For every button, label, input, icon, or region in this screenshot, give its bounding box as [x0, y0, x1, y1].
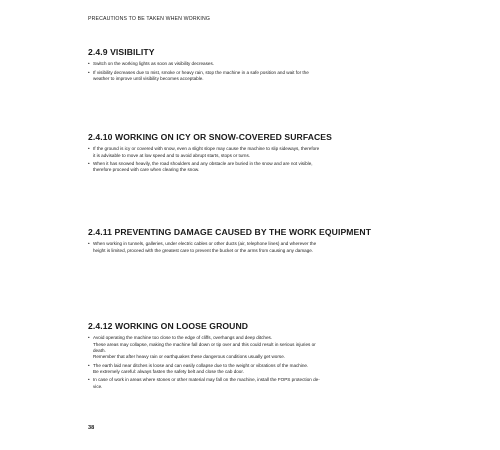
bullet-icon: •	[88, 362, 90, 368]
bullet-list	[88, 335, 416, 389]
list-item	[88, 241, 416, 254]
text-line: it is advisable to move at low speed and to avoid abrupt starts, stops or turns.	[93, 152, 251, 158]
section-heading: 2.4.9 VISIBILITY	[88, 47, 155, 57]
text-line: weather to improve until visibility becomes acceptable.	[93, 76, 204, 82]
section-icy-snow-surfaces	[88, 133, 416, 176]
bullet-icon: •	[88, 241, 90, 247]
section-preventing-damage	[88, 228, 416, 256]
bullet-icon: •	[88, 335, 90, 341]
text-line: Switch on the working lights as soon as visibility decreases.	[93, 61, 215, 67]
text-line: Remember that after heavy rain or earthquakes these dangerous conditions usually get worse.	[93, 354, 286, 360]
text-line: In case of work in areas where stones or other material may fall on the machine, install the FOPS protection de-	[93, 377, 320, 383]
bullet-icon: •	[88, 146, 90, 152]
text-line: When working in tunnels, galleries, under electric cables or other ducts (air, telephone lines) and wherever the	[93, 241, 317, 247]
running-head: PRECAUTIONS TO BE TAKEN WHEN WORKING	[88, 16, 211, 22]
text-line: therefore proceed with care when clearing the snow.	[93, 167, 200, 173]
list-item	[88, 377, 416, 390]
text-line: These areas may collapse, making the machine fall down or tip over and this could result in serious injuries or	[93, 341, 316, 347]
list-item	[88, 335, 416, 360]
bullet-list	[88, 61, 416, 82]
text-line: Be extremely careful: always fasten the safety belt and close the cab door.	[93, 368, 244, 374]
bullet-icon: •	[88, 161, 90, 167]
list-item	[88, 363, 416, 376]
text-line: Avoid operating the machine too close to the edge of cliffs, overhangs and deep ditches.	[93, 335, 273, 341]
bullet-icon: •	[88, 61, 90, 67]
section-heading: 2.4.11 PREVENTING DAMAGE CAUSED BY THE WORK EQUIPMENT	[88, 227, 372, 237]
text-line: When it has snowed heavily, the road shoulders and any obstacle are buried in the snow and are not visible,	[93, 161, 313, 167]
list-item	[88, 61, 416, 67]
text-line: The earth laid near ditches is loose and can easily collapse due to the weight or vibrations of the machine.	[93, 362, 309, 368]
section-visibility	[88, 48, 416, 84]
text-line: height is limited, proceed with the greatest care to prevent the bucket or the arms from causing any damage.	[93, 247, 314, 253]
bullet-list	[88, 241, 416, 254]
bullet-icon: •	[88, 377, 90, 383]
bullet-list	[88, 146, 416, 173]
bullet-icon: •	[88, 69, 90, 75]
section-heading: 2.4.12 WORKING ON LOOSE GROUND	[88, 321, 249, 331]
text-line: vice.	[93, 383, 103, 389]
text-line: If the ground is icy or covered with snow, even a slight slope may cause the machine to slip sideways, therefore	[93, 146, 320, 152]
section-loose-ground	[88, 322, 416, 392]
list-item	[88, 161, 416, 174]
text-line: If visibility decreases due to mist, smoke or heavy rain, stop the machine in a safe position and wait for the	[93, 69, 309, 75]
section-heading: 2.4.10 WORKING ON ICY OR SNOW-COVERED SURFACES	[88, 132, 332, 142]
text-line: death.	[93, 348, 106, 354]
page-number: 38	[88, 425, 95, 431]
list-item	[88, 70, 416, 83]
list-item	[88, 146, 416, 159]
